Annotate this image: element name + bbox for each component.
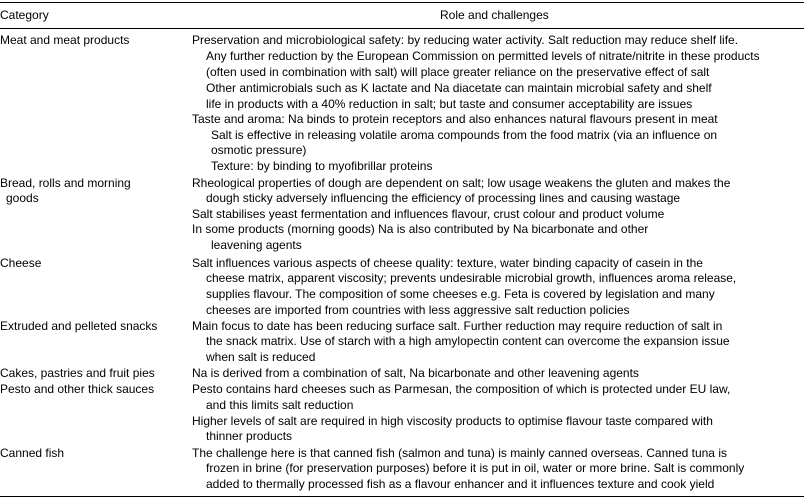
category-cell: goods: [6, 191, 39, 205]
role-line: Preservation and microbiological safety: by reducing water activity. Salt reduction may reduce shelf life.: [192, 33, 739, 47]
role-line: osmotic pressure): [211, 143, 307, 157]
role-line: Taste and aroma: Na binds to protein receptors and also enhances natural flavours present in meat: [192, 112, 718, 126]
role-line: added to thermally processed fish as a flavour enhancer and it influences texture and cook yield: [206, 477, 715, 491]
role-line: life in products with a 40% reduction in salt; but taste and consumer acceptability are issues: [206, 97, 693, 111]
category-cell: Extruded and pelleted snacks: [0, 319, 158, 333]
role-line: thinner products: [206, 429, 293, 443]
role-line: Salt is effective in releasing volatile aroma compounds from the food matrix (via an influence on: [211, 128, 718, 142]
role-line: Salt stabilises yeast fermentation and influences flavour, crust colour and product volume: [192, 207, 665, 221]
role-line: Higher levels of salt are required in high viscosity products to optimise flavour taste compared with: [192, 414, 713, 428]
role-line: Any further reduction by the European Commission on permitted levels of nitrate/nitrite in these products: [206, 49, 760, 63]
role-line: dough sticky adversely influencing the efficiency of processing lines and causing wastage: [206, 191, 681, 205]
role-line: Salt influences various aspects of cheese quality: texture, water binding capacity of casein in the: [192, 256, 703, 270]
role-line: Rheological properties of dough are dependent on salt; low usage weakens the gluten and makes the: [192, 176, 731, 190]
role-line: (often used in combination with salt) will place greater reliance on the preservative effect of salt: [206, 65, 710, 79]
role-line: the snack matrix. Use of starch with a high amylopectin content can overcome the expansion issue: [206, 334, 730, 348]
category-cell: Cakes, pastries and fruit pies: [0, 366, 155, 380]
role-line: when salt is reduced: [206, 350, 316, 364]
role-line: cheeses are imported from countries with less aggressive salt reduction policies: [206, 303, 630, 317]
category-cell: Bread, rolls and morning: [0, 176, 131, 190]
role-line: frozen in brine (for preservation purposes) before it is put in oil, water or more brine. Salt is commonly: [206, 461, 745, 475]
role-line: Texture: by binding to myofibrillar proteins: [211, 159, 433, 173]
table-top-rule: [0, 2, 804, 3]
header-bottom-rule: [0, 28, 804, 29]
role-line: Na is derived from a combination of salt, Na bicarbonate and other leavening agents: [192, 366, 639, 380]
category-cell: Cheese: [0, 256, 42, 270]
role-line: and this limits salt reduction: [206, 398, 354, 412]
role-line: The challenge here is that canned fish (salmon and tuna) is mainly canned overseas. Canned tuna is: [192, 446, 727, 460]
role-line: In some products (morning goods) Na is also contributed by Na bicarbonate and other: [192, 222, 649, 236]
role-line: supplies flavour. The composition of some cheeses e.g. Feta is covered by legislation and many: [206, 287, 715, 301]
header-role: Role and challenges: [440, 8, 549, 22]
role-line: Pesto contains hard cheeses such as Parmesan, the composition of which is protected under EU law,: [192, 382, 731, 396]
role-line: Main focus to date has been reducing surface salt. Further reduction may require reduction of salt in: [192, 319, 723, 333]
category-cell: Pesto and other thick sauces: [0, 382, 155, 396]
role-line: Other antimicrobials such as K lactate and Na diacetate can maintain microbial safety and shelf: [206, 81, 712, 95]
role-line: cheese matrix, apparent viscosity; prevents undesirable microbial growth, influences aroma release,: [206, 271, 737, 285]
category-cell: Meat and meat products: [0, 33, 130, 47]
role-line: leavening agents: [211, 238, 302, 252]
table-bottom-rule: [0, 496, 804, 497]
header-category: Category: [0, 8, 49, 22]
category-cell: Canned fish: [0, 446, 65, 460]
